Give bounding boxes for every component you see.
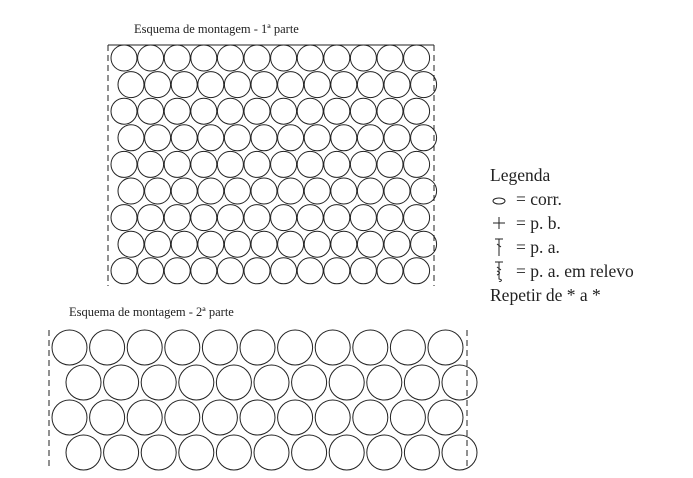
stitch-circle	[390, 330, 425, 365]
stitch-circle	[442, 365, 477, 400]
stitch-circle	[271, 258, 297, 284]
stitch-circle	[244, 45, 270, 71]
stitch-circle	[404, 45, 430, 71]
stitch-circle	[324, 205, 350, 231]
part2-title: Esquema de montagem - 2ª parte	[69, 305, 234, 319]
stitch-circle	[329, 435, 364, 470]
stitch-circle	[297, 45, 323, 71]
stitch-circle	[251, 178, 277, 204]
stitch-circle	[377, 98, 403, 124]
stitch-circle	[145, 125, 171, 151]
stitch-circle	[216, 435, 251, 470]
stitch-circle	[315, 400, 350, 435]
stitch-circle	[111, 151, 137, 177]
stitch-circle	[240, 400, 275, 435]
stitch-circle	[411, 72, 437, 98]
stitch-circle	[384, 125, 410, 151]
stitch-circle	[141, 365, 176, 400]
stitch-circle	[357, 72, 383, 98]
stitch-circle	[271, 205, 297, 231]
stitch-circle	[179, 435, 214, 470]
stitch-circle	[224, 231, 250, 257]
stitch-circle	[145, 178, 171, 204]
stitch-circle	[304, 231, 330, 257]
stitch-circle	[292, 365, 327, 400]
stitch-circle	[217, 98, 243, 124]
stitch-circle	[52, 400, 87, 435]
stitch-circle	[404, 98, 430, 124]
chain-stitch-icon	[490, 188, 516, 210]
legend-item-double-crochet	[490, 235, 634, 259]
stitch-circle	[145, 231, 171, 257]
stitch-circle	[350, 98, 376, 124]
stitch-circle	[224, 125, 250, 151]
stitch-circle	[404, 435, 439, 470]
stitch-circle	[442, 435, 477, 470]
stitch-circle	[118, 72, 144, 98]
stitch-circle	[164, 205, 190, 231]
stitch-circle	[198, 178, 224, 204]
stitch-circle	[141, 435, 176, 470]
stitch-circle	[377, 258, 403, 284]
stitch-circle	[244, 258, 270, 284]
stitch-circle	[297, 98, 323, 124]
stitch-circle	[244, 98, 270, 124]
stitch-circle	[254, 365, 289, 400]
stitch-circle	[251, 231, 277, 257]
stitch-circle	[138, 205, 164, 231]
stitch-circle	[224, 178, 250, 204]
stitch-circle	[118, 178, 144, 204]
stitch-circle	[171, 72, 197, 98]
stitch-circle	[198, 72, 224, 98]
stitch-circle	[165, 400, 200, 435]
stitch-circle	[331, 178, 357, 204]
legend-item-label: = p. b.	[516, 213, 561, 233]
stitch-circle	[304, 72, 330, 98]
stitch-circle	[138, 98, 164, 124]
stitch-circle	[191, 45, 217, 71]
stitch-circle	[244, 151, 270, 177]
stitch-circle	[278, 178, 304, 204]
stitch-circle	[278, 231, 304, 257]
legend-item-label: = corr.	[516, 189, 562, 209]
stitch-circle	[384, 178, 410, 204]
stitch-circle	[66, 365, 101, 400]
stitch-circle	[390, 400, 425, 435]
stitch-circle	[164, 45, 190, 71]
relief-double-crochet-icon	[490, 260, 516, 282]
stitch-circle	[244, 205, 270, 231]
stitch-circle	[278, 72, 304, 98]
stitch-circle	[191, 98, 217, 124]
stitch-circle	[138, 258, 164, 284]
stitch-circle	[90, 400, 125, 435]
stitch-circle	[304, 125, 330, 151]
stitch-circle	[428, 330, 463, 365]
stitch-circle	[411, 125, 437, 151]
stitch-circle	[179, 365, 214, 400]
stitch-circle	[202, 330, 237, 365]
stitch-circle	[127, 330, 162, 365]
stitch-circle	[315, 330, 350, 365]
stitch-circle	[138, 45, 164, 71]
stitch-circle	[357, 231, 383, 257]
stitch-circle	[164, 151, 190, 177]
legend-item-chain	[490, 187, 634, 211]
stitch-circle	[350, 258, 376, 284]
stitch-circle	[138, 151, 164, 177]
stitch-circle	[224, 72, 250, 98]
stitch-circle	[297, 258, 323, 284]
stitch-circle	[202, 400, 237, 435]
part1-title: Esquema de montagem - 1ª parte	[134, 22, 299, 36]
stitch-circle	[171, 125, 197, 151]
stitch-circle	[271, 98, 297, 124]
stitch-circle	[331, 72, 357, 98]
stitch-circle	[171, 231, 197, 257]
legend-item-relief-double-crochet	[490, 259, 634, 283]
stitch-circle	[324, 98, 350, 124]
repeat-note: Repetir de * a *	[490, 285, 601, 305]
stitch-circle	[271, 45, 297, 71]
stitch-circle	[191, 151, 217, 177]
stitch-circle	[66, 435, 101, 470]
stitch-circle	[357, 125, 383, 151]
stitch-circle	[118, 231, 144, 257]
stitch-circle	[254, 435, 289, 470]
stitch-circle	[278, 125, 304, 151]
stitch-circle	[292, 435, 327, 470]
stitch-circle	[331, 125, 357, 151]
stitch-circle	[198, 231, 224, 257]
stitch-circle	[297, 205, 323, 231]
stitch-circle	[240, 330, 275, 365]
stitch-circle	[217, 45, 243, 71]
part2-circle-grid	[49, 330, 477, 470]
stitch-circle	[165, 330, 200, 365]
stitch-circle	[367, 435, 402, 470]
single-crochet-icon	[490, 212, 516, 234]
stitch-circle	[357, 178, 383, 204]
stitch-circle	[278, 400, 313, 435]
stitch-circle	[111, 258, 137, 284]
stitch-circle	[198, 125, 224, 151]
stitch-circle	[350, 45, 376, 71]
stitch-circle	[384, 231, 410, 257]
stitch-circle	[329, 365, 364, 400]
stitch-circle	[297, 151, 323, 177]
stitch-circle	[411, 178, 437, 204]
stitch-circle	[171, 178, 197, 204]
stitch-circle	[324, 45, 350, 71]
stitch-circle	[350, 205, 376, 231]
stitch-circle	[104, 365, 139, 400]
stitch-circle	[251, 72, 277, 98]
part1-circle-grid	[108, 45, 437, 286]
stitch-circle	[90, 330, 125, 365]
legend-title: Legenda	[490, 165, 551, 185]
stitch-circle	[404, 365, 439, 400]
stitch-circle	[217, 258, 243, 284]
stitch-circle	[324, 258, 350, 284]
stitch-circle	[404, 258, 430, 284]
stitch-circle	[217, 205, 243, 231]
stitch-circle	[377, 205, 403, 231]
stitch-circle	[377, 45, 403, 71]
stitch-circle	[404, 205, 430, 231]
stitch-circle	[331, 231, 357, 257]
stitch-circle	[384, 72, 410, 98]
stitch-circle	[350, 151, 376, 177]
stitch-circle	[111, 205, 137, 231]
stitch-circle	[404, 151, 430, 177]
stitch-circle	[428, 400, 463, 435]
stitch-circle	[118, 125, 144, 151]
stitch-circle	[324, 151, 350, 177]
stitch-circle	[216, 365, 251, 400]
legend	[490, 163, 634, 307]
legend-item-single-crochet	[490, 211, 634, 235]
stitch-circle	[377, 151, 403, 177]
stitch-circle	[164, 98, 190, 124]
stitch-circle	[353, 330, 388, 365]
stitch-circle	[104, 435, 139, 470]
stitch-circle	[52, 330, 87, 365]
legend-item-label: = p. a. em relevo	[516, 261, 634, 281]
stitch-circle	[271, 151, 297, 177]
stitch-circle	[111, 45, 137, 71]
legend-item-label: = p. a.	[516, 237, 560, 257]
stitch-circle	[164, 258, 190, 284]
stitch-circle	[191, 205, 217, 231]
stitch-circle	[411, 231, 437, 257]
stitch-circle	[127, 400, 162, 435]
stitch-circle	[251, 125, 277, 151]
stitch-circle	[145, 72, 171, 98]
stitch-circle	[191, 258, 217, 284]
stitch-circle	[353, 400, 388, 435]
stitch-circle	[111, 98, 137, 124]
double-crochet-icon	[490, 236, 516, 258]
stitch-circle	[278, 330, 313, 365]
stitch-circle	[367, 365, 402, 400]
stitch-circle	[217, 151, 243, 177]
stitch-circle	[304, 178, 330, 204]
